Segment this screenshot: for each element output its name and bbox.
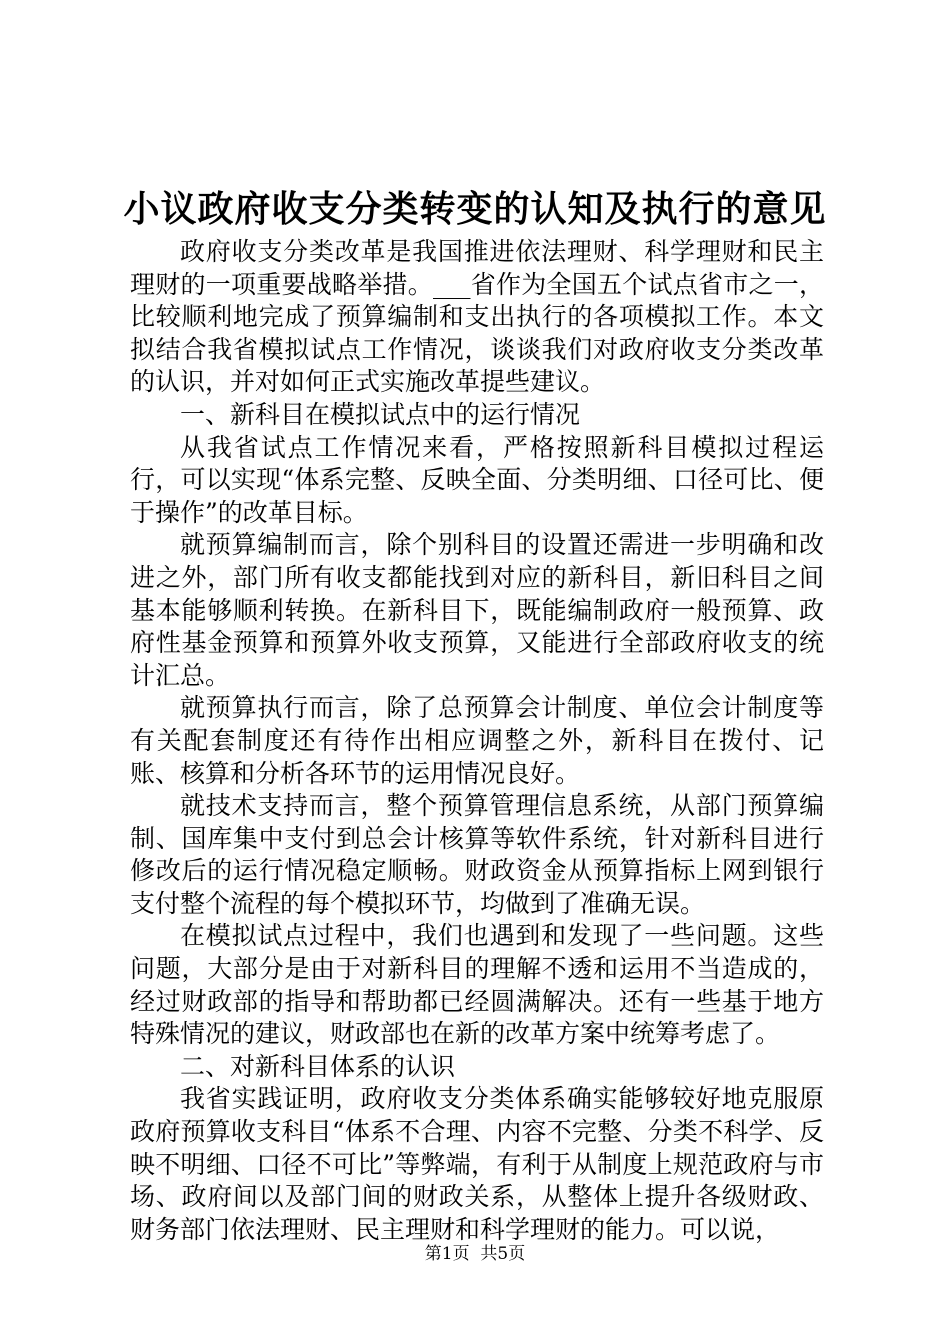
page-number: 第1页 [424,1244,470,1264]
paragraph: 就预算编制而言，除个别科目的设置还需进一步明确和改进之外，部门所有收支都能找到对应的新科目，新旧科目之间基本能够顺利转换。在新科目下，既能编制政府一般预算、政府性基金预算和预算外收支预算，又能进行全部政府收支的统计汇总。 [130,530,824,690]
document-title: 小议政府收支分类转变的认知及执行的意见 [123,188,827,230]
paragraph: 在模拟试点过程中，我们也遇到和发现了一些问题。这些问题，大部分是由于对新科目的理解不透和运用不当造成的，经过财政部的指导和帮助都已经圆满解决。还有一些基于地方特殊情况的建议，财政部也在新的改革方案中统筹考虑了。 [130,921,824,1049]
paragraph: 从我省试点工作情况来看，严格按照新科目模拟过程运行，可以实现“体系完整、反映全面、分类明细、口径可比、便于操作”的改革目标。 [130,432,824,527]
paragraph: 就预算执行而言，除了总预算会计制度、单位会计制度等有关配套制度还有待作出相应调整之外，新科目在拨付、记账、核算和分析各环节的运用情况良好。 [130,693,824,788]
paragraph: 就技术支持而言，整个预算管理信息系统，从部门预算编制、国库集中支付到总会计核算等软件系统，针对新科目进行修改后的运行情况稳定顺畅。财政资金从预算指标上网到银行支付整个流程的每个模拟环节，均做到了准确无误。 [130,791,824,918]
section-heading-2: 二、对新科目体系的认识 [180,1051,456,1081]
section-heading-1: 一、新科目在模拟试点中的运行情况 [180,399,581,429]
paragraph-intro: 政府收支分类改革是我国推进依法理财、科学理财和民主理财的一项重要战略举措。___省作为全国五个试点省市之一，比较顺利地完成了预算编制和支出执行的各项模拟工作。本文拟结合我省模拟试点工作情况，谈谈我们对政府收支分类改革的认识，并对如何正式实施改革提些建议。 [130,237,824,397]
document-body [130,236,824,1246]
page-total: 共5页 [480,1244,526,1264]
page-footer [0,1242,950,1266]
paragraph: 我省实践证明，政府收支分类体系确实能够较好地克服原政府预算收支科目“体系不合理、内容不完整、分类不科学、反映不明细、口径不可比”等弊端，有利于从制度上规范政府与市场、政府间以及部门间的财政关系，从整体上提升各级财政、财务部门依法理财、民主理财和科学理财的能力。可以说， [130,1084,824,1244]
